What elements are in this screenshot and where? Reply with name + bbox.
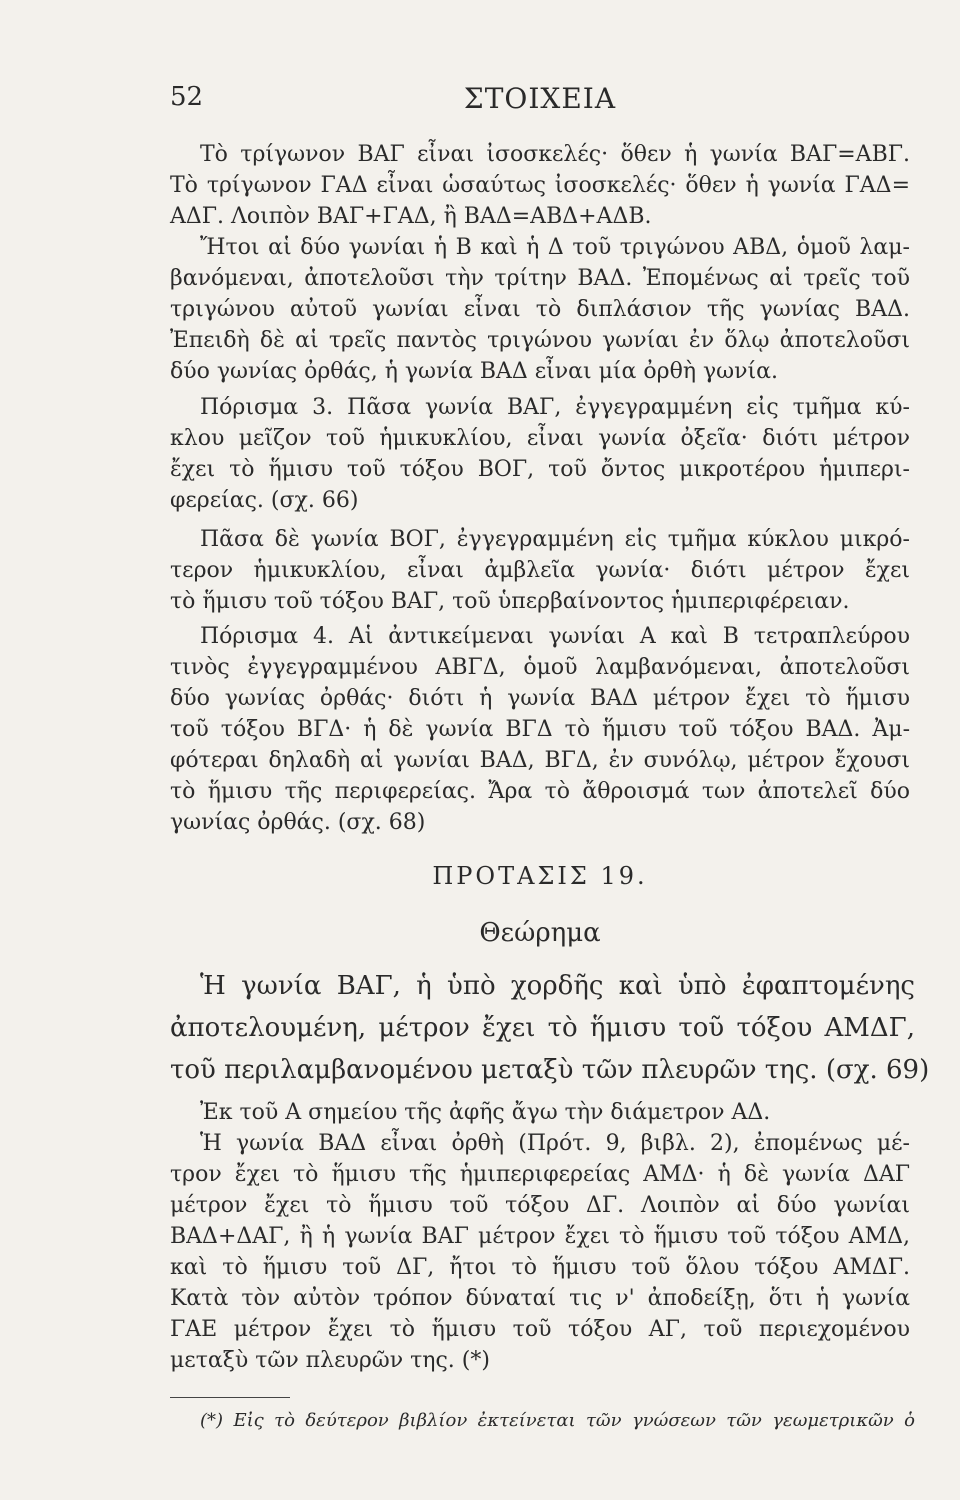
theorem-heading: Θεώρημα <box>479 918 601 948</box>
text-line: κλου μεῖζον τοῦ ἡμικυκλίου, εἶναι γωνία ὀξεῖα· διότι μέτρον <box>170 426 910 451</box>
proof-line: μεταξὺ τῶν πλευρῶν της. (*) <box>170 1348 490 1373</box>
proof-line: ΒΑΔ+ΔΑΓ, ἢ ἡ γωνία ΒΑΓ μέτρον ἔχει τὸ ἥμισυ τοῦ τόξου ΑΜΔ, <box>170 1224 910 1249</box>
proof-line: τρον ἔχει τὸ ἥμισυ τῆς ἡμιπεριφερείας ΑΜΔ· ἡ δὲ γωνία ΔΑΓ <box>170 1162 910 1187</box>
text-line: τριγώνου αὐτοῦ γωνίαι εἶναι τὸ διπλάσιον τῆς γωνίας ΒΑΔ. <box>170 297 910 322</box>
theorem-statement-line: Ἡ γωνία ΒΑΓ, ἡ ὑπὸ χορδῆς καὶ ὑπὸ ἐφαπτομένης <box>200 971 915 1001</box>
text-line: ἔχει τὸ ἥμισυ τοῦ τόξου ΒΟΓ, τοῦ ὄντος μικροτέρου ἡμιπερι- <box>170 457 910 482</box>
corollary-4-line: Πόρισμα 4. Αἱ ἀντικείμεναι γωνίαι Α καὶ Β τετραπλεύρου <box>200 624 910 649</box>
proof-line: Ἡ γωνία ΒΑΔ εἶναι ὀρθὴ (Πρότ. 9, βιβλ. 2), ἐπομένως μέ- <box>200 1131 910 1156</box>
proof-line: καὶ τὸ ἥμισυ τοῦ ΔΓ, ἤτοι τὸ ἥμισυ τοῦ ὅλου τόξου ΑΜΔΓ. <box>170 1255 910 1280</box>
text-line: Τὸ τρίγωνον ΓΑΔ εἶναι ὡσαύτως ἰσοσκελές· ὅθεν ἡ γωνία ΓΑΔ= <box>170 173 910 198</box>
text-line: Πᾶσα δὲ γωνία ΒΟΓ, ἐγγεγραμμένη εἰς τμῆμα κύκλου μικρό- <box>200 527 910 552</box>
proposition-title: ΠΡΟΤΑΣΙΣ 19. <box>432 862 648 890</box>
page-header <box>170 82 910 122</box>
running-head: ΣΤΟΙΧΕΙΑ <box>463 82 617 115</box>
text-line: τοῦ τόξου ΒΓΔ· ἡ δὲ γωνία ΒΓΔ τὸ ἥμισυ τοῦ τόξου ΒΑΔ. Ἀμ- <box>170 717 910 742</box>
text-line: Ἤτοι αἱ δύο γωνίαι ἡ Β καὶ ἡ Δ τοῦ τριγώνου ΑΒΔ, ὁμοῦ λαμ- <box>200 235 910 260</box>
text-line: φερείας. (σχ. 66) <box>170 488 359 513</box>
text-line: γωνίας ὀρθάς. (σχ. 68) <box>170 810 426 835</box>
text-line: Τὸ τρίγωνον ΒΑΓ εἶναι ἰσοσκελές· ὅθεν ἡ γωνία ΒΑΓ=ΑΒΓ. <box>200 142 910 167</box>
theorem-statement-line: ἀποτελουμένη, μέτρον ἔχει τὸ ἥμισυ τοῦ τόξου ΑΜΔΓ, <box>170 1013 915 1043</box>
proof-line: μέτρον ἔχει τὸ ἥμισυ τοῦ τόξου ΔΓ. Λοιπὸν αἱ δύο γωνίαι <box>170 1193 910 1218</box>
text-line: δύο γωνίας ὀρθάς· διότι ἡ γωνία ΒΑΔ μέτρον ἔχει τὸ ἥμισυ <box>170 686 910 711</box>
proof-line: ΓΑΕ μέτρον ἔχει τὸ ἥμισυ τοῦ τόξου ΑΓ, τοῦ περιεχομένου <box>170 1317 910 1342</box>
text-line: τὸ ἥμισυ τῆς περιφερείας. Ἄρα τὸ ἄθροισμά των ἀποτελεῖ δύο <box>170 779 910 804</box>
corollary-3-line: Πόρισμα 3. Πᾶσα γωνία ΒΑΓ, ἐγγεγραμμένη εἰς τμῆμα κύ- <box>200 395 910 420</box>
text-line: τινὸς ἐγγεγραμμένου ΑΒΓΔ, ὁμοῦ λαμβανόμεναι, ἀποτελοῦσι <box>170 655 910 680</box>
text-line: φότεραι δηλαδὴ αἱ γωνίαι ΒΑΔ, ΒΓΔ, ἐν συνόλῳ, μέτρον ἔχουσι <box>170 748 910 773</box>
text-line: βανόμεναι, ἀποτελοῦσι τὴν τρίτην ΒΑΔ. Ἐπομένως αἱ τρεῖς τοῦ <box>170 266 910 291</box>
text-line: τερον ἡμικυκλίου, εἶναι ἀμβλεῖα γωνία· διότι μέτρον ἔχει <box>170 558 910 583</box>
text-line: δύο γωνίας ὀρθάς, ἡ γωνία ΒΑΔ εἶναι μία ὀρθὴ γωνία. <box>170 359 778 384</box>
text-line: τὸ ἥμισυ τοῦ τόξου ΒΑΓ, τοῦ ὑπερβαίνοντος ἡμιπεριφέρειαν. <box>170 589 850 614</box>
text-line: Ἐπειδὴ δὲ αἱ τρεῖς παντὸς τριγώνου γωνίαι ἐν ὅλῳ ἀποτελοῦσι <box>170 328 910 353</box>
proof-line: Ἐκ τοῦ Α σημείου τῆς ἀφῆς ἄγω τὴν διάμετρον ΑΔ. <box>200 1100 771 1125</box>
text-line: ΑΔΓ. Λοιπὸν ΒΑΓ+ΓΑΔ, ἢ ΒΑΔ=ΑΒΔ+ΑΔΒ. <box>170 204 652 229</box>
proof-line: Κατὰ τὸν αὐτὸν τρόπον δύναταί τις ν' ἀποδείξῃ, ὅτι ἡ γωνία <box>170 1286 910 1311</box>
page-number: 52 <box>170 82 204 112</box>
footnote-divider <box>170 1397 290 1398</box>
footnote: (*) Εἰς τὸ δεύτερον βιβλίον ἐκτείνεται τῶν γνώσεων τῶν γεωμετρικῶν ὁ <box>200 1410 915 1431</box>
theorem-statement-line: τοῦ περιλαμβανομένου μεταξὺ τῶν πλευρῶν της. (σχ. 69) <box>170 1055 930 1085</box>
